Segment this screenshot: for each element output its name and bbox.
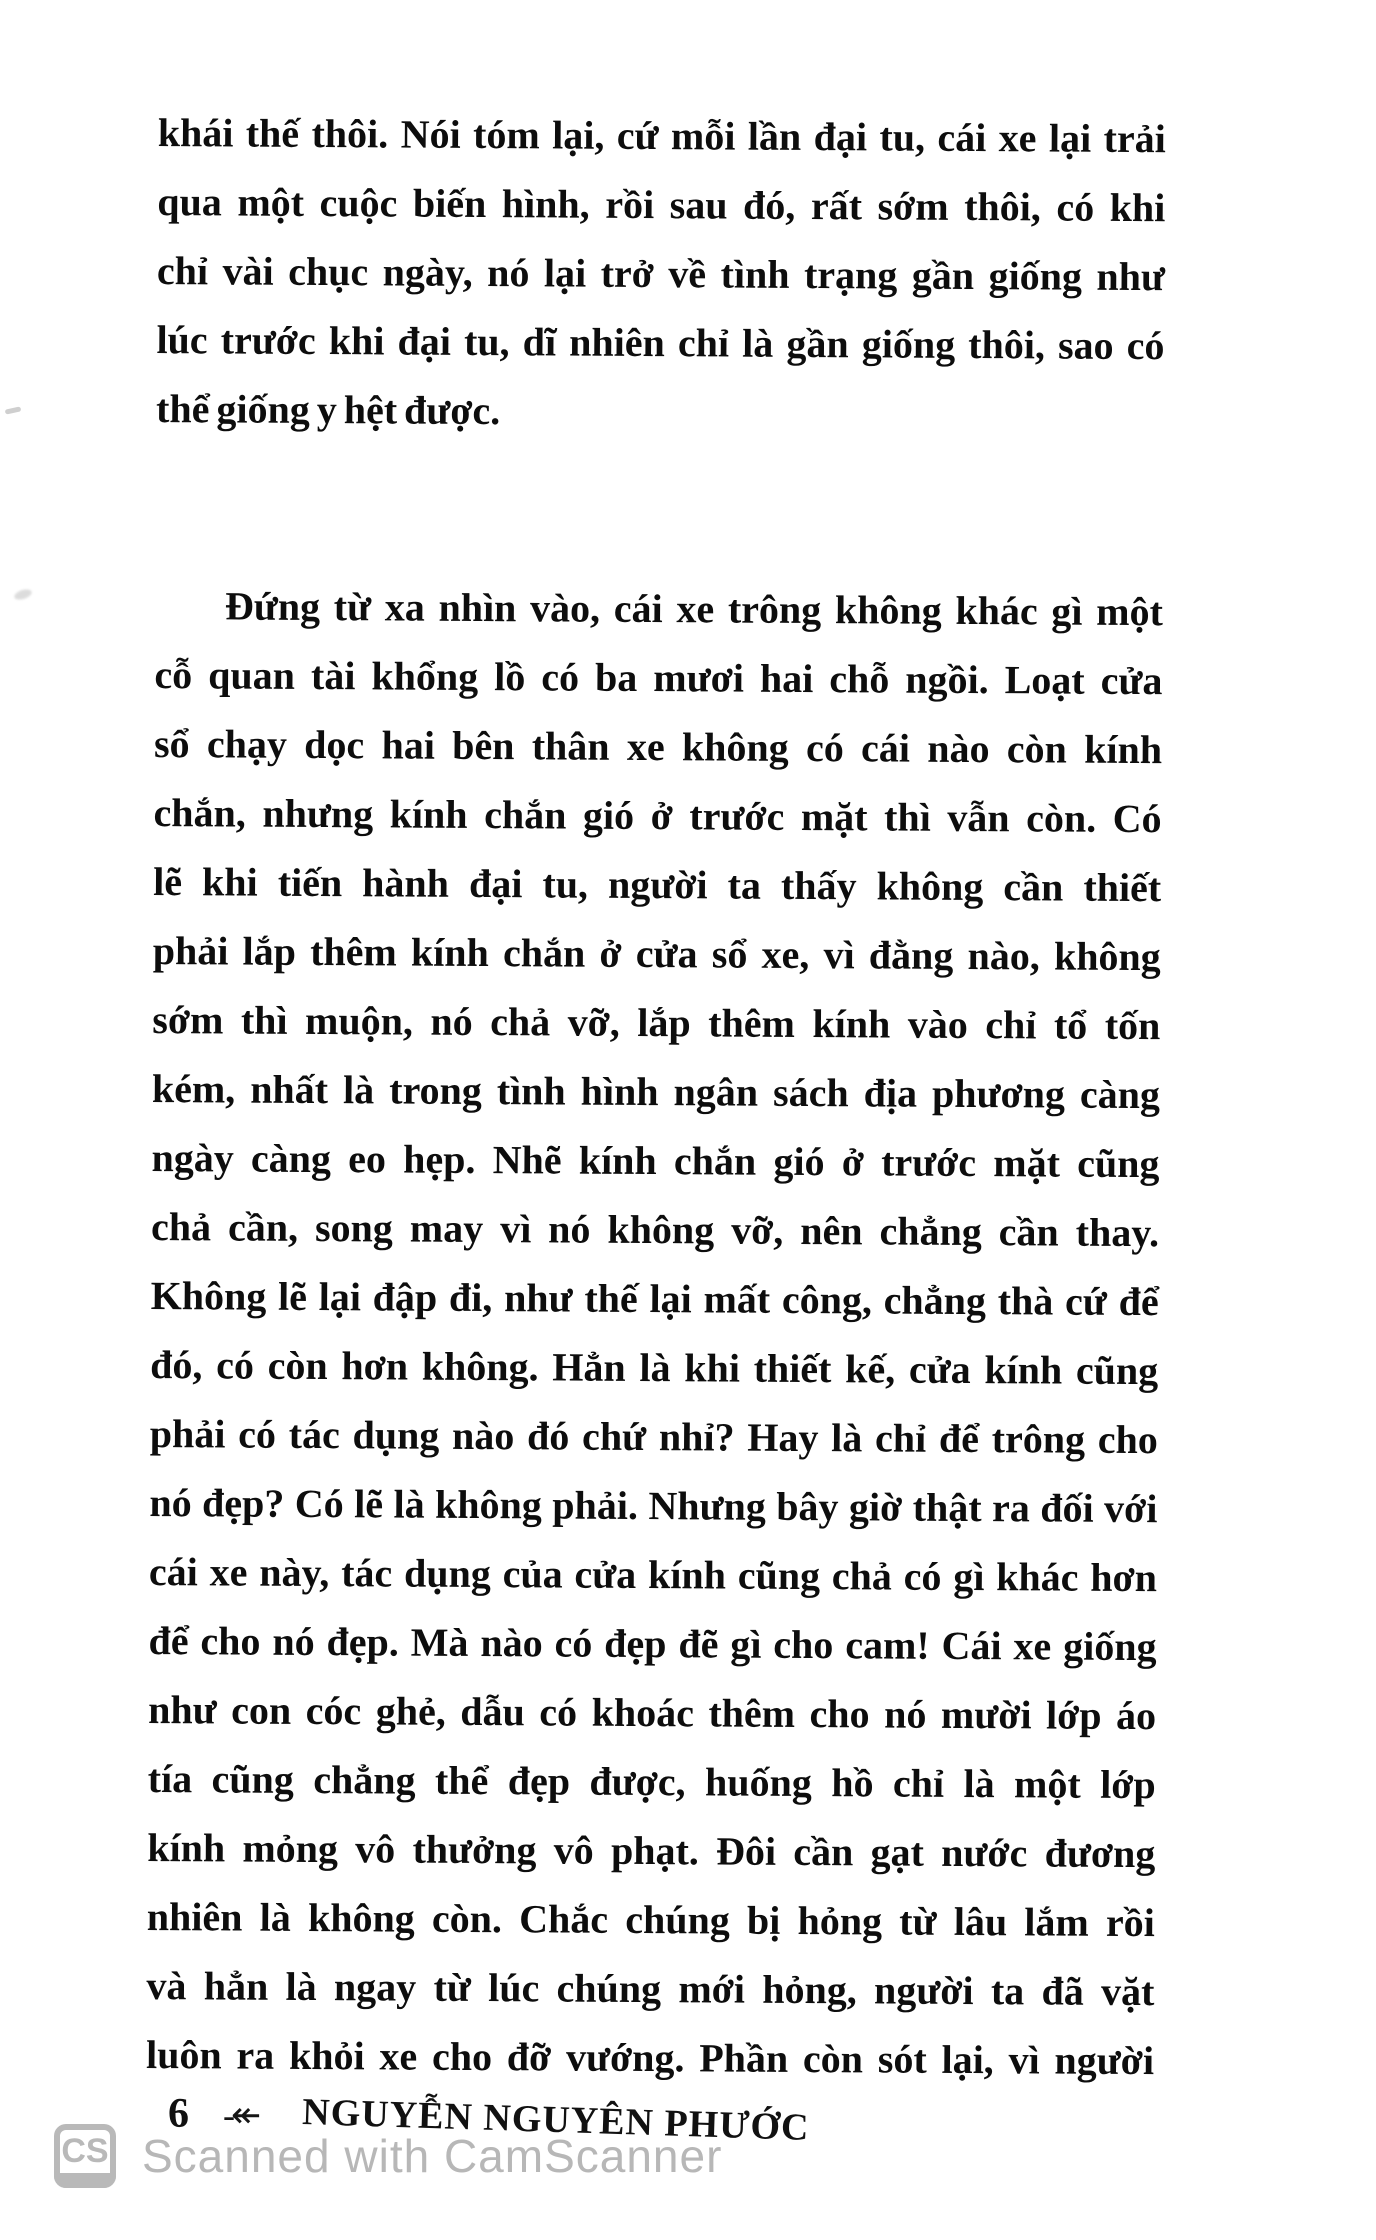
camscanner-logo-icon: [54, 2124, 116, 2188]
text-line: Đứng từ xa nhìn vào, cái xe trông không khác gì một: [224, 583, 1164, 635]
scan-artifact-smudge: [13, 587, 33, 601]
text-line: kém, nhất là trong tình hình ngân sách địa phương càng: [151, 1065, 1161, 1118]
body-text: [146, 98, 1166, 2095]
paragraph: [146, 571, 1163, 2095]
text-line: và hẳn là ngay từ lúc chúng mới hỏng, người ta đã vặt: [146, 1962, 1155, 2015]
paragraph: [156, 98, 1166, 449]
text-line: lúc trước khi đại tu, dĩ nhiên chỉ là gần giống thôi, sao có: [156, 316, 1165, 369]
text-line: nó đẹp? Có lẽ là không phải. Nhưng bây giờ thật ra đối với: [149, 1479, 1158, 1532]
watermark-text: Scanned with CamScanner: [142, 2130, 723, 2182]
text-line: sổ chạy dọc hai bên thân xe không có cái nào còn kính: [153, 720, 1163, 773]
text-line: chỉ vài chục ngày, nó lại trở về tình trạng gần giống như: [156, 247, 1166, 300]
text-line: đó, có còn hơn không. Hẳn là khi thiết kế, cửa kính cũng: [150, 1341, 1159, 1394]
camscanner-logo-letters: CS: [61, 2132, 109, 2170]
text-line: lẽ khi tiến hành đại tu, người ta thấy không cần thiết: [153, 858, 1162, 911]
text-line: như con cóc ghẻ, dẫu có khoác thêm cho nó mười lớp áo: [148, 1686, 1157, 1739]
text-line: phải có tác dụng nào đó chứ nhỉ? Hay là chỉ để trông cho: [149, 1410, 1158, 1463]
text-line: cỗ quan tài khổng lồ có ba mươi hai chỗ ngồi. Loạt cửa: [154, 651, 1163, 704]
text-line: luôn ra khỏi xe cho đỡ vướng. Phần còn sót lại, vì người: [145, 2031, 1155, 2084]
text-line: để cho nó đẹp. Mà nào có đẹp đẽ gì cho cam! Cái xe giống: [148, 1617, 1157, 1670]
text-line: cái xe này, tác dụng của cửa kính cũng chả có gì khác hơn: [148, 1548, 1158, 1601]
text-line: tía cũng chẳng thể đẹp được, huống hồ chỉ là một lớp: [147, 1755, 1156, 1808]
text-line: nhiên là không còn. Chắc chúng bị hỏng từ lâu lắm rồi: [146, 1893, 1156, 1946]
text-line: chắn, nhưng kính chắn gió ở trước mặt thì vẫn còn. Có: [153, 789, 1162, 842]
camscanner-logo-bar: [54, 2173, 116, 2188]
text-line: phải lắp thêm kính chắn ở cửa sổ xe, vì đằng nào, không: [152, 927, 1161, 980]
text-line: Không lẽ lại đập đi, như thế lại mất công, chẳng thà cứ để: [150, 1272, 1159, 1325]
text-line: qua một cuộc biến hình, rồi sau đó, rất sớm thôi, có khi: [157, 178, 1166, 231]
footer-author: NGUYỄN NGUYÊN PHƯỚC: [301, 2090, 811, 2149]
footer-arrow-ornament-icon: -↞: [223, 2095, 258, 2135]
scan-artifact-dash: [5, 406, 22, 414]
text-line: sớm thì muộn, nó chả vỡ, lắp thêm kính vào chỉ tổ tốn: [152, 996, 1161, 1049]
page-number: 6: [168, 2091, 189, 2137]
camscanner-watermark: [54, 2124, 722, 2188]
text-line: kính mỏng vô thưởng vô phạt. Đôi cần gạt nước đương: [147, 1824, 1156, 1877]
text-line: thể giống y hệt được.: [155, 385, 501, 434]
text-line: khái thế thôi. Nói tóm lại, cứ mỗi lần đại tu, cái xe lại trải: [157, 109, 1166, 162]
text-line: chả cần, song may vì nó không vỡ, nên chẳng cần thay.: [150, 1203, 1160, 1256]
text-line: ngày càng eo hẹp. Nhẽ kính chắn gió ở trước mặt cũng: [151, 1134, 1160, 1187]
